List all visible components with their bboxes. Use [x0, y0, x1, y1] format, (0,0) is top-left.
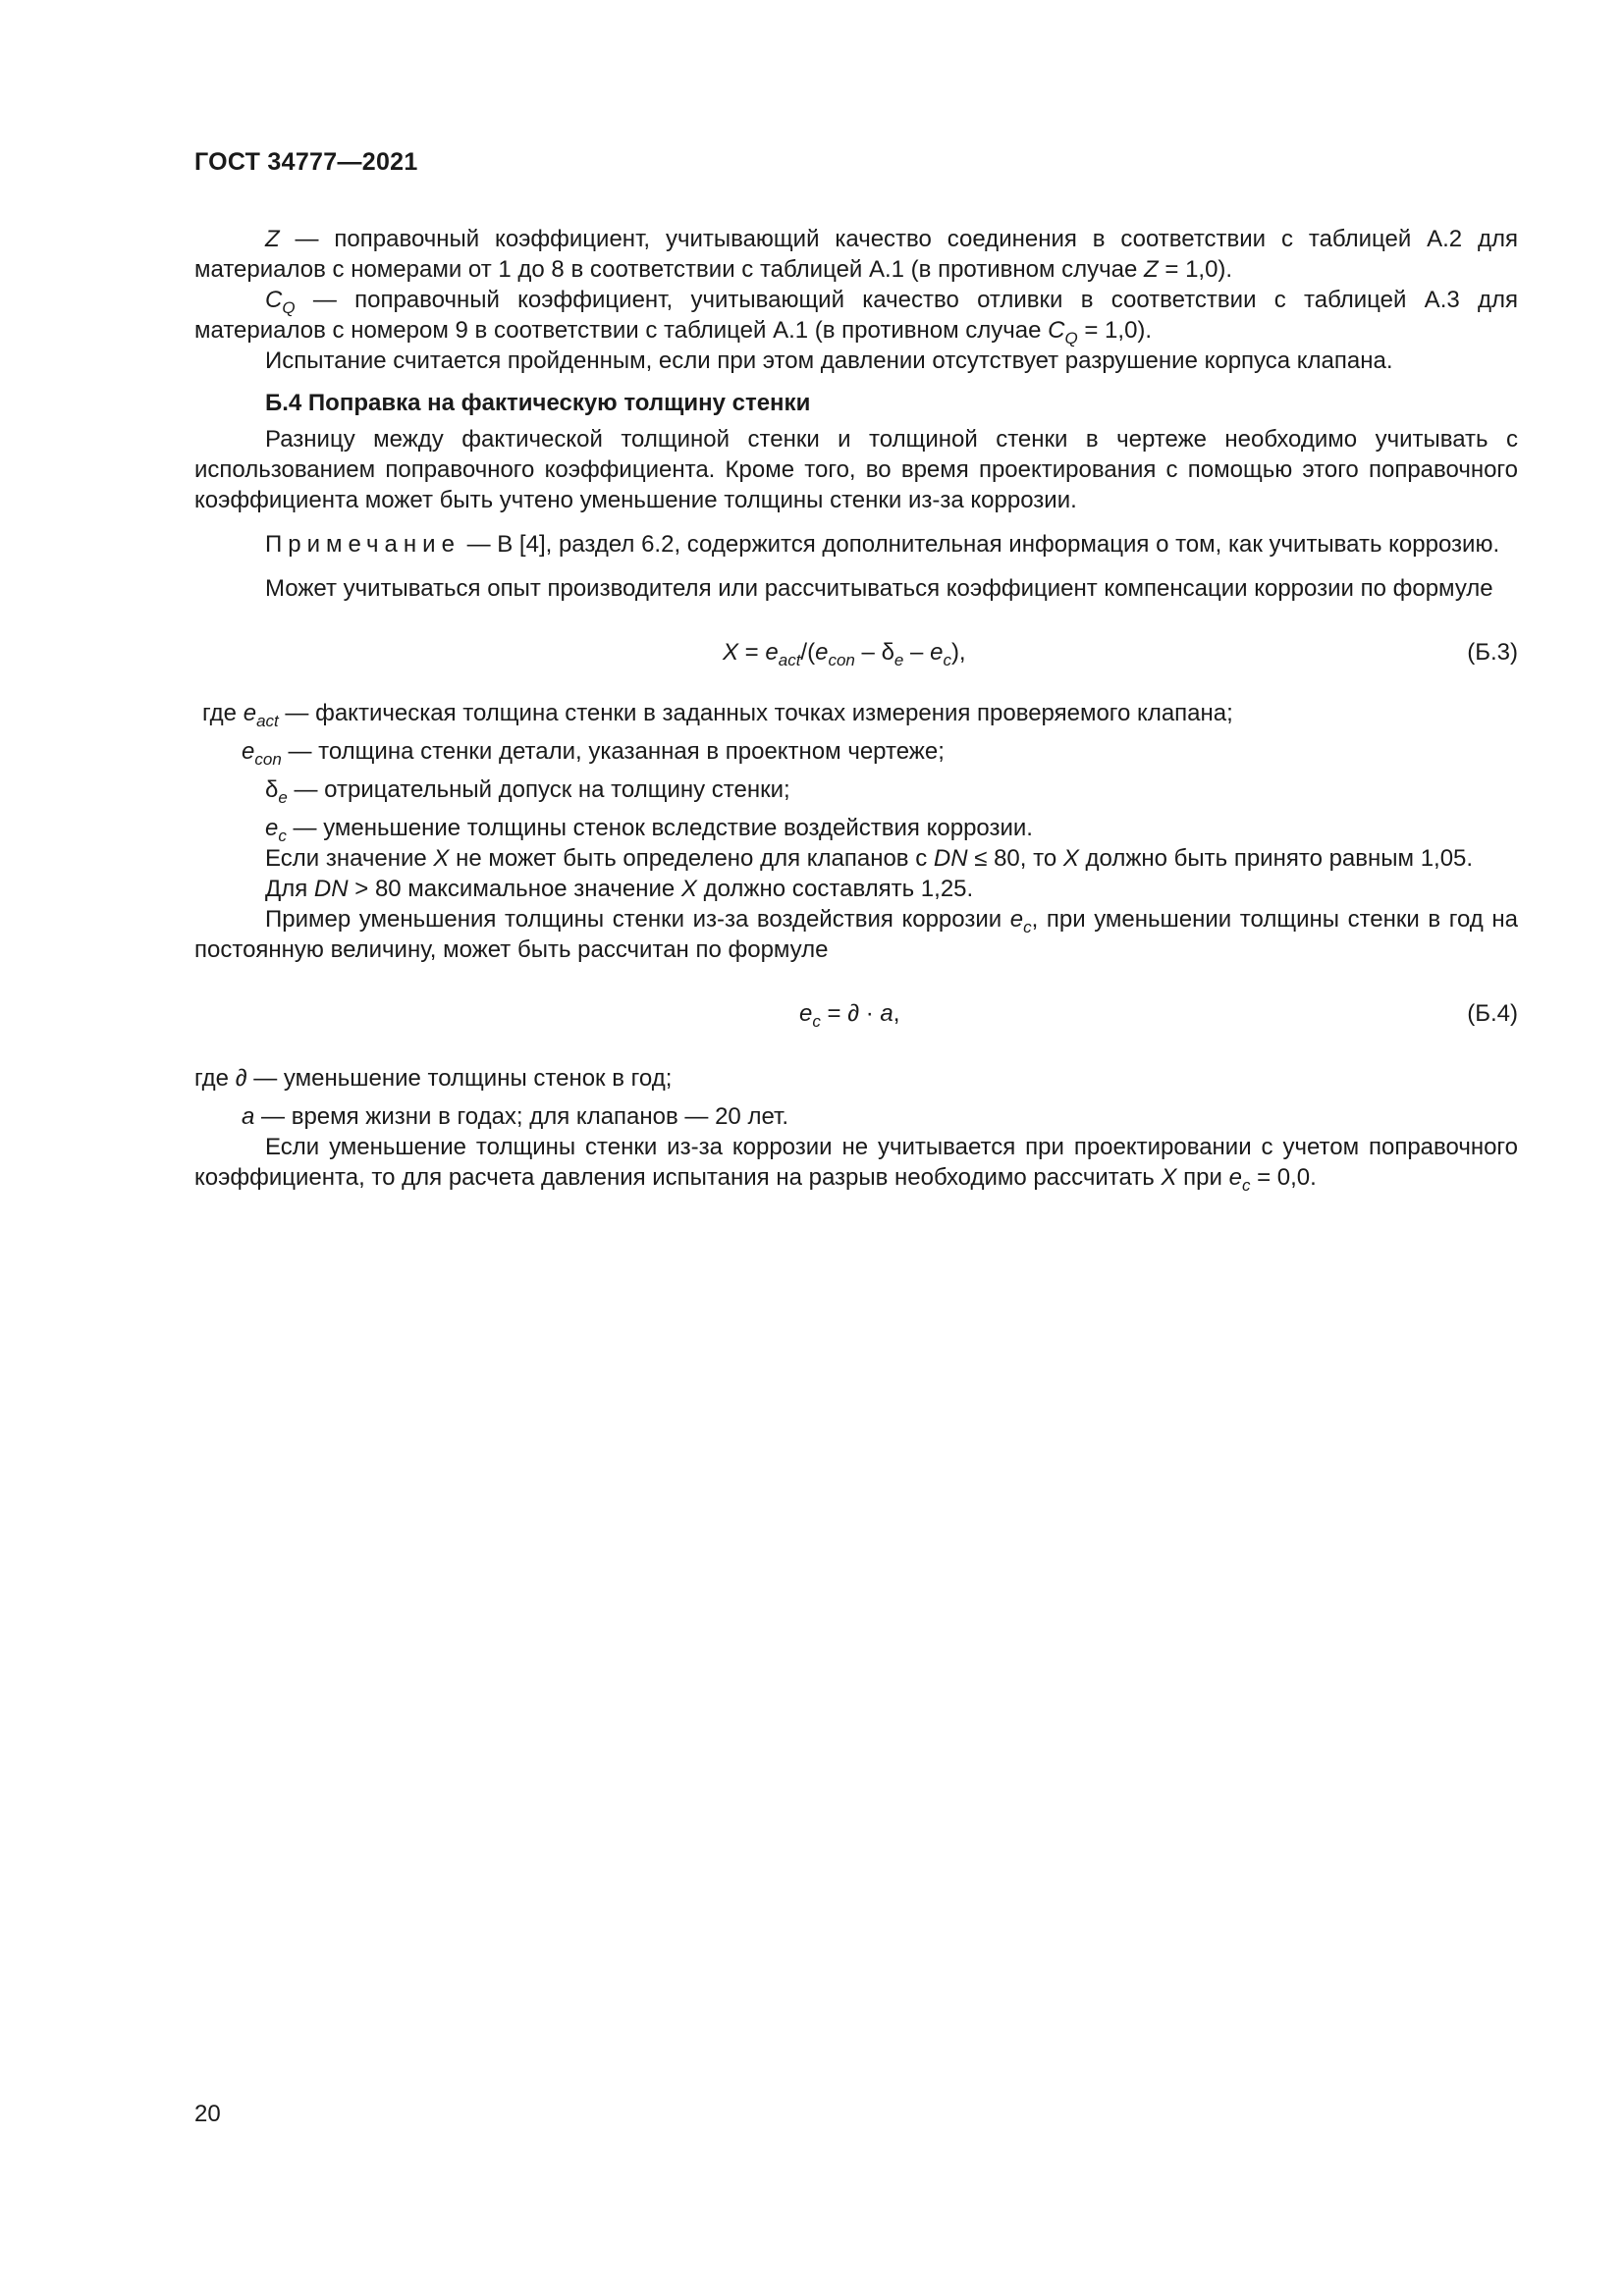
definition-e-con: $e_{con}$ — толщина стенки детали, указанная в проектном чертеже;	[242, 738, 945, 769]
definition-e-c: $e_c$ — уменьшение толщины стенок вследствие воздействия коррозии.	[265, 815, 1033, 845]
definition-delta-e: $\delta_e$ — отрицательный допуск на толщину стенки;	[265, 776, 790, 807]
definition-e-act: где $e_{act}$ — фактическая толщина стенки в заданных точках измерения проверяемого клапана;	[202, 700, 1233, 730]
paragraph-x-max: Для DN > 80 максимальное значение X должно составлять 1,25.	[265, 876, 974, 902]
formula-b3	[194, 633, 1518, 672]
page-number: 20	[194, 2101, 221, 2127]
section-heading-b4: Б.4 Поправка на фактическую толщину стенки	[265, 390, 811, 416]
symbol-z: Z	[265, 226, 280, 252]
paragraph-corrosion-not-considered: Если уменьшение толщины стенки из-за коррозии не учитывается при проектировании с учетом поправочного коэффициента, то для расчета давления испытания на разрыв необходимо рассчитать X при $e_c = 0,0$.	[194, 1134, 1518, 1195]
paragraph-wall-thickness: Разницу между фактической толщиной стенки и толщиной стенки в чертеже необходимо учитывать с использованием поправочного коэффициента. Кроме того, во время проектирования с помощью этого поправочного коэффициента может быть учтено уменьшение толщины стенки из-за коррозии.	[194, 426, 1518, 513]
note-paragraph: Примечание — В [4], раздел 6.2, содержится дополнительная информация о том, как учитывать коррозию.	[265, 531, 1500, 558]
paragraph-cq-coefficient: $C_Q$ — поправочный коэффициент, учитывающий качество отливки в соответствии с таблицей А.3 для материалов с номером 9 в соответствии с таблицей А.1 (в противном случае $C_Q = 1,0$).	[194, 287, 1518, 347]
paragraph-z-coefficient: Z — поправочный коэффициент, учитывающий качество соединения в соответствии с таблицей А.2 для материалов с номерами от 1 до 8 в соответствии с таблицей А.1 (в противном случае Z = 1,0).	[194, 226, 1518, 283]
symbol-c: C	[265, 287, 283, 313]
formula-b4-number: (Б.4)	[1467, 1000, 1518, 1027]
formula-b3-expression: $X = e_{act}/(e_{con} - \delta_e - e_c)$,	[723, 639, 966, 669]
definition-a: a — время жизни в годах; для клапанов — 20 лет.	[242, 1103, 788, 1130]
paragraph-test-passed: Испытание считается пройденным, если при этом давлении отсутствует разрушение корпуса клапана.	[265, 347, 1393, 374]
formula-b4-expression: $e_c$ = ∂ · a,	[799, 1000, 900, 1031]
note-label: Примечание	[265, 531, 460, 558]
paragraph-corrosion-example: Пример уменьшения толщины стенки из-за воздействия коррозии $e_c$, при уменьшении толщины стенки в год на постоянную величину, может быть рассчитан по формуле	[194, 906, 1518, 963]
formula-b3-number: (Б.3)	[1467, 639, 1518, 666]
document-header: ГОСТ 34777—2021	[194, 148, 418, 176]
paragraph-manufacturer-experience: Может учитываться опыт производителя или рассчитываться коэффициент компенсации коррозии по формуле	[265, 575, 1493, 602]
paragraph-x-default: Если значение X не может быть определено для клапанов с DN ≤ 80, то X должно быть принято равным 1,05.	[265, 845, 1474, 872]
definition-d: где ∂ — уменьшение толщины стенок в год;	[194, 1065, 673, 1092]
formula-b4	[194, 994, 1518, 1034]
page-content	[194, 224, 1518, 1193]
